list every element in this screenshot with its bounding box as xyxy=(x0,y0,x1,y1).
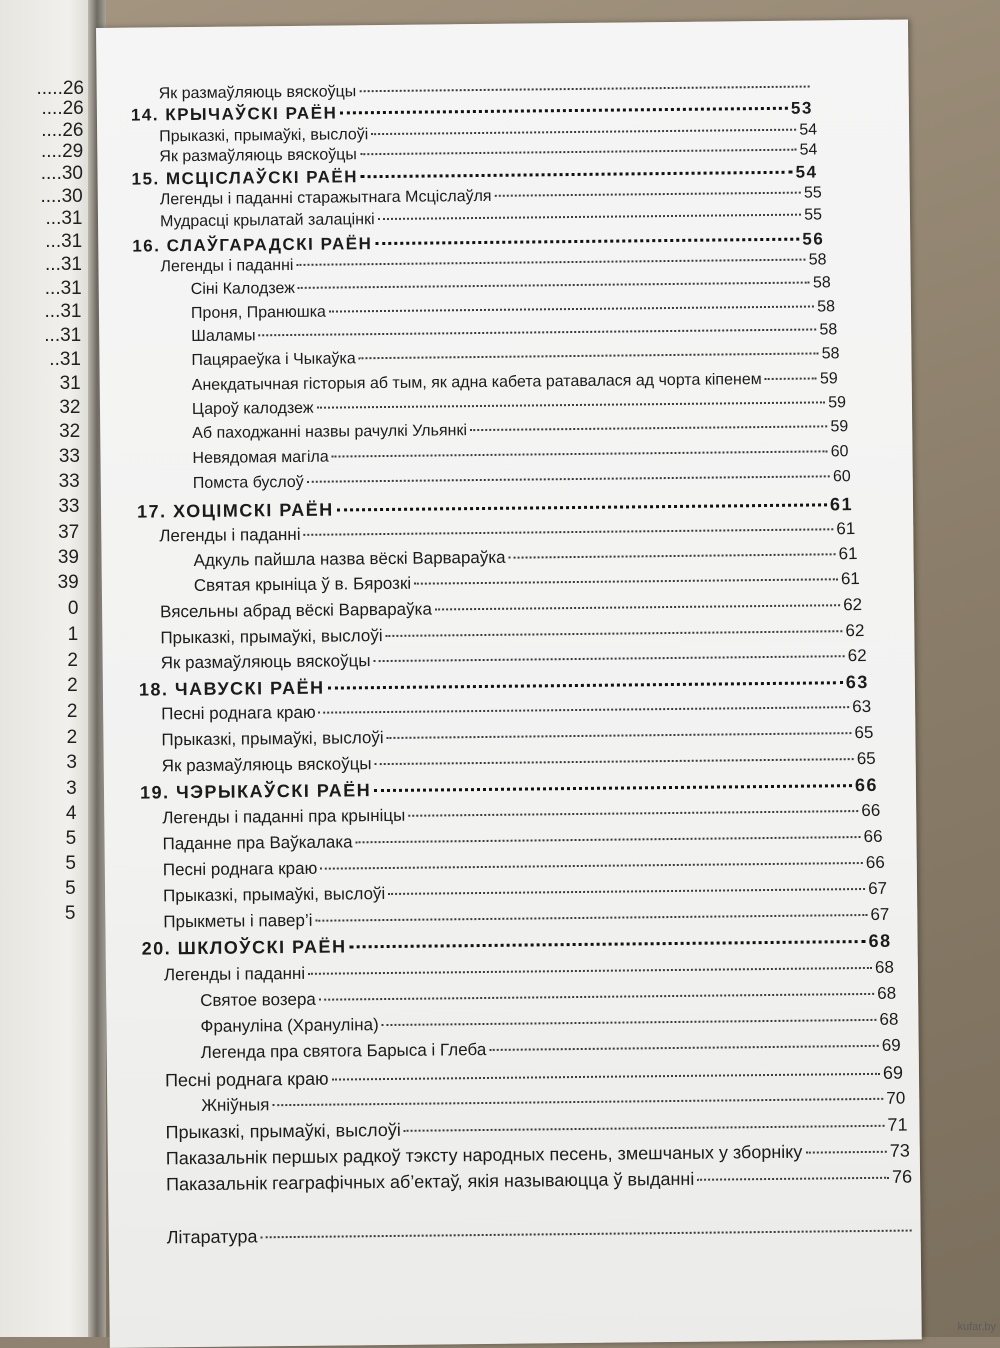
left-page-number: ...31 xyxy=(44,325,82,346)
toc-title: Як размаўляюць вяскоўцы xyxy=(159,146,357,166)
toc-title: Помста буслоў xyxy=(192,473,304,493)
toc-page-number: 60 xyxy=(830,443,849,461)
left-page-number: ..31 xyxy=(49,349,81,370)
toc-title: Святая крыніца ў в. Бярозкі xyxy=(193,573,412,596)
toc-leader-dots xyxy=(320,862,863,870)
toc-title: Прыказкі, прымаўкі, выслоўі xyxy=(162,884,386,906)
toc-leader-dots xyxy=(332,450,828,457)
left-page-number: 32 xyxy=(59,397,81,418)
toc-leader-dots xyxy=(319,706,850,714)
left-page-number: 2 xyxy=(66,701,78,722)
toc-title: Легенды і паданні xyxy=(163,963,306,985)
toc-page-number: 60 xyxy=(832,468,851,486)
toc-title: Прыказкі, прымаўкі, выслоўі xyxy=(161,728,384,750)
left-page-number: ....26 xyxy=(41,120,84,141)
toc-leader-dots xyxy=(489,1045,879,1051)
toc-title: 17. ХОЦІМСКІ РАЁН xyxy=(136,499,334,522)
toc-page-number: 66 xyxy=(865,852,885,872)
left-page-number: ....29 xyxy=(41,141,84,162)
toc-title: Песні роднага краю xyxy=(161,702,316,724)
left-page-number: 5 xyxy=(65,828,77,849)
toc-leader-dots xyxy=(360,149,797,156)
toc-leader-dots xyxy=(308,967,872,975)
toc-leader-dots xyxy=(375,758,854,765)
toc-leader-dots xyxy=(296,259,805,266)
toc-leader-dots xyxy=(298,282,810,289)
toc-leader-dots xyxy=(359,86,809,93)
toc-leader-dots xyxy=(805,1151,886,1154)
toc-leader-dots xyxy=(387,732,852,739)
toc-leader-dots xyxy=(435,604,840,610)
toc-title: Святое возера xyxy=(200,989,316,1010)
left-page-number: 3 xyxy=(66,752,77,773)
toc-title: Прыкметы і павер’і xyxy=(163,910,313,932)
left-page-number: 33 xyxy=(58,471,80,492)
left-page-number: 1 xyxy=(67,624,79,645)
toc-leader-dots xyxy=(404,1125,885,1132)
left-page-number: 32 xyxy=(59,421,81,442)
toc-title: Паказальнік першых радкоў тэксту народных песень, змешчаных у зборніку xyxy=(165,1141,803,1169)
toc-leader-dots xyxy=(470,425,827,431)
toc-leader-dots xyxy=(495,192,801,197)
toc-leader-dots xyxy=(374,655,845,662)
toc-leader-dots xyxy=(340,107,788,115)
left-page-number: 5 xyxy=(65,853,76,874)
toc-title: 20. ШКЛОЎСКІ РАЁН xyxy=(141,936,347,959)
toc-leader-dots xyxy=(361,171,793,179)
toc-title: Прыказкі, прымаўкі, выслоўі xyxy=(160,626,383,648)
left-page-number: 3 xyxy=(66,778,77,799)
left-page-number: 4 xyxy=(65,803,77,824)
toc-leader-dots xyxy=(697,1177,889,1181)
left-page-number: 5 xyxy=(65,878,76,899)
toc-title: Літаратура xyxy=(166,1226,258,1248)
left-page-number: ....30 xyxy=(40,163,83,184)
toc-title: Прыказкі, прымаўкі, выслоўі xyxy=(165,1119,401,1143)
left-page-number: 2 xyxy=(66,727,78,748)
toc-title: Мудрасці крылатай залацінкі xyxy=(159,211,375,231)
toc-title: 14. КРЫЧАЎСКІ РАЁН xyxy=(130,103,338,125)
toc-leader-dots xyxy=(260,1230,911,1239)
left-page-number: ...31 xyxy=(45,231,83,252)
toc-page-number: 66 xyxy=(854,774,879,796)
toc-page-number: 68 xyxy=(879,1009,899,1029)
toc-page-number: 59 xyxy=(830,418,849,436)
toc-leader-dots xyxy=(356,836,861,843)
toc-leader-dots xyxy=(259,328,817,336)
left-page-number: 39 xyxy=(57,547,79,568)
toc-title: Сіні Калодзеж xyxy=(190,279,295,299)
toc-title: Вясельны абрад вёскі Варвараўка xyxy=(160,599,432,622)
toc-title: Песні роднага краю xyxy=(164,1068,329,1091)
toc-title: Адкуль пайшла назва вёскі Варвараўка xyxy=(193,547,506,571)
toc-page-number: 61 xyxy=(838,544,858,564)
toc-title: Песні роднага краю xyxy=(162,858,318,880)
toc-title: Анекдатычная гісторыя аб тым, як адна кабета ратавалася ад чорта кіпенем xyxy=(191,371,762,395)
left-page-number: ...31 xyxy=(45,254,82,275)
toc-title: Легенды і паданні пра крыніцы xyxy=(162,805,406,828)
toc-page-number: 53 xyxy=(790,98,813,118)
toc-leader-dots xyxy=(337,503,827,511)
toc-page-number: 69 xyxy=(881,1035,901,1055)
toc-title: Шаламы xyxy=(191,327,256,346)
toc-leader-dots xyxy=(329,305,814,312)
left-page-number: 33 xyxy=(58,496,80,517)
toc-page-number: 62 xyxy=(843,595,863,615)
left-page-number: 31 xyxy=(59,373,81,394)
left-page-number: .....26 xyxy=(36,78,84,99)
toc-title: Паданне пра Ваўкалака xyxy=(162,832,353,854)
toc-page-number: 67 xyxy=(868,878,888,898)
toc-page-number: 58 xyxy=(817,298,836,316)
toc-leader-dots xyxy=(315,914,867,922)
toc-page-number: 56 xyxy=(802,229,825,249)
toc-title: Легенды і паданні старажытнага Мсціслаўля xyxy=(159,187,492,209)
toc-page-number: 58 xyxy=(819,321,838,339)
watermark: kufar.by xyxy=(957,1321,996,1333)
left-page-number: 0 xyxy=(67,598,79,619)
toc-leader-dots xyxy=(304,528,834,536)
toc-title: Жніўныя xyxy=(201,1095,270,1115)
toc-page-number: 70 xyxy=(886,1088,906,1108)
toc-page-number: 63 xyxy=(845,671,869,693)
toc-leader-dots xyxy=(408,810,858,817)
toc-page-number: 59 xyxy=(828,394,847,412)
toc-page-number: 71 xyxy=(887,1114,908,1135)
left-page-number: ...31 xyxy=(45,208,83,229)
left-page-number: 2 xyxy=(67,675,78,696)
left-page-number: 5 xyxy=(64,903,76,924)
toc-title: 15. МСЦІСЛАЎСКІ РАЁН xyxy=(131,167,359,189)
toc-leader-dots xyxy=(388,888,865,895)
toc-title: 19. ЧЭРЫКАЎСКІ РАЁН xyxy=(139,780,372,803)
right-page xyxy=(96,19,922,1347)
toc-leader-dots xyxy=(509,553,836,558)
toc-page-number: 62 xyxy=(845,620,865,641)
toc-title: Цароў калодзеж xyxy=(191,399,314,419)
left-page-number: 2 xyxy=(67,650,78,671)
toc-leader-dots xyxy=(375,238,799,245)
toc-title: 18. ЧАВУСКІ РАЁН xyxy=(138,677,325,700)
toc-title: Невядомая магіла xyxy=(192,448,329,468)
toc-title: Франуліна (Хрануліна) xyxy=(200,1015,379,1036)
toc-page-number: 66 xyxy=(863,826,883,847)
toc-page-number: 66 xyxy=(861,800,881,821)
left-page-number: ...31 xyxy=(44,278,82,299)
toc-title: Проня, Пранюшка xyxy=(190,303,326,323)
toc-page-number: 58 xyxy=(812,274,831,292)
left-page-number: ....26 xyxy=(41,98,84,119)
toc-page-number: 68 xyxy=(874,957,894,977)
toc-leader-dots xyxy=(374,784,852,792)
toc-title: Легенды і паданні xyxy=(160,256,294,276)
toc-page-number: 68 xyxy=(877,983,897,1003)
toc-leader-dots xyxy=(414,578,838,584)
toc-page-number: 61 xyxy=(829,494,854,515)
left-page-number: 39 xyxy=(57,572,79,593)
toc-page-number: 55 xyxy=(803,184,822,202)
toc-title: Паказальнік геаграфічных аб’ектаў, якія называюцца ў выданні xyxy=(166,1168,695,1195)
left-page xyxy=(0,0,98,1337)
toc-page-number: 65 xyxy=(856,748,876,769)
toc-leader-dots xyxy=(332,1073,880,1081)
toc-page-number: 65 xyxy=(854,722,874,743)
toc-leader-dots xyxy=(378,214,802,220)
toc-title: Легенды і паданні xyxy=(159,524,301,546)
left-page-number: ...31 xyxy=(44,301,82,322)
toc-page-number: 63 xyxy=(852,696,872,717)
toc-page-number: 54 xyxy=(799,121,818,139)
toc-leader-dots xyxy=(386,630,843,637)
toc-title: Прыказкі, прымаўкі, выслоўі xyxy=(159,126,369,146)
toc-leader-dots xyxy=(382,1019,877,1026)
toc-page-number: 62 xyxy=(847,645,867,666)
toc-title: Як размаўляюць вяскоўцы xyxy=(160,651,371,673)
left-page-number: ....30 xyxy=(40,186,83,207)
toc-leader-dots xyxy=(319,993,874,1001)
toc-title: Як размаўляюць вяскоўцы xyxy=(161,754,372,776)
toc-leader-dots xyxy=(307,475,830,482)
toc-page-number: 55 xyxy=(804,206,823,224)
toc-title: Пацяраеўка і Чыкаўка xyxy=(191,350,356,370)
toc-entry-row xyxy=(109,1219,921,1254)
toc-leader-dots xyxy=(272,1098,883,1106)
toc-page-number: 67 xyxy=(870,904,890,924)
toc-page-number: 76 xyxy=(891,1166,913,1187)
toc-leader-dots xyxy=(317,401,826,408)
toc-leader-dots xyxy=(328,681,843,689)
toc-title: Аб паходжанні назвы рачулкі Ульянкі xyxy=(192,422,468,443)
toc-page-number: 61 xyxy=(836,519,856,539)
toc-page-number: 68 xyxy=(868,930,892,951)
left-page-number: 37 xyxy=(58,522,80,543)
toc-page-number: 54 xyxy=(795,162,818,182)
toc-title: Як размаўляюць вяскоўцы xyxy=(158,83,357,103)
toc-title: 16. СЛАЎГАРАДСКІ РАЁН xyxy=(132,234,373,256)
toc-page-number: 58 xyxy=(821,345,840,363)
toc-title: Легенда пра святога Барыса і Глеба xyxy=(200,1039,487,1062)
toc-leader-dots xyxy=(371,129,796,135)
toc-page-number: 58 xyxy=(808,251,827,269)
toc-page-number: 54 xyxy=(799,141,818,159)
toc-leader-dots xyxy=(765,377,817,380)
toc-page-number: 69 xyxy=(882,1062,904,1083)
left-page-number: 33 xyxy=(58,446,80,467)
toc-leader-dots xyxy=(350,940,866,948)
toc-page-number: 61 xyxy=(840,569,860,589)
toc-page-number: 73 xyxy=(889,1140,910,1161)
toc-leader-dots xyxy=(359,352,819,359)
toc-page-number: 59 xyxy=(819,370,838,388)
